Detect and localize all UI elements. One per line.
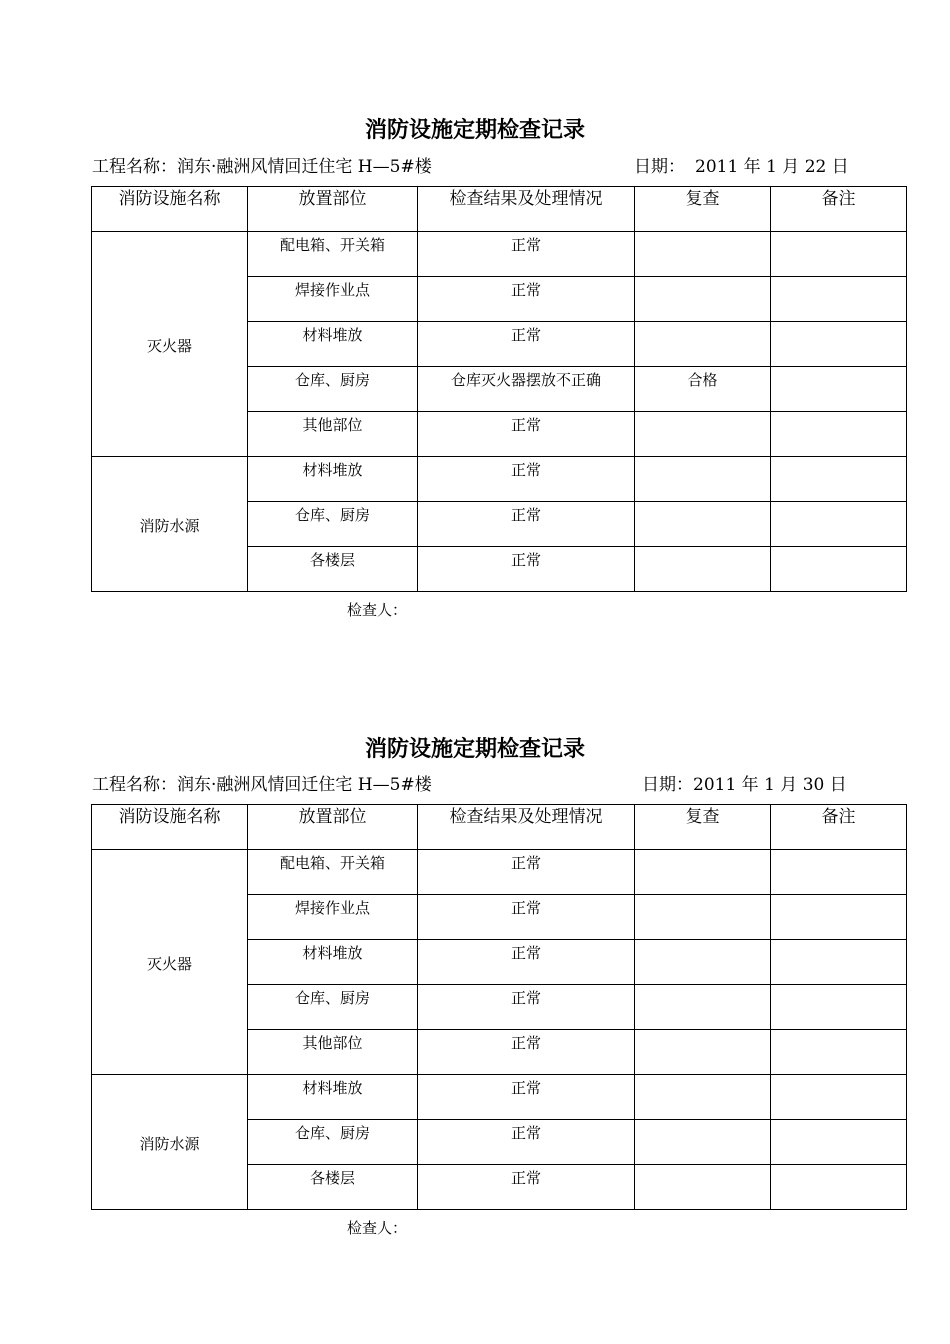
header-facility-name: 消防设施名称 xyxy=(92,187,248,232)
note-cell xyxy=(771,895,907,940)
note-cell xyxy=(771,322,907,367)
result-cell: 正常 xyxy=(418,412,635,457)
project-name: 工程名称：润东·融洲风情回迁住宅 H—5#楼 xyxy=(92,775,432,795)
header-recheck: 复查 xyxy=(635,187,771,232)
note-cell xyxy=(771,502,907,547)
inspector-label: 检查人： xyxy=(347,601,408,619)
result-cell: 正常 xyxy=(418,322,635,367)
header-result: 检查结果及处理情况 xyxy=(418,187,635,232)
location-cell: 材料堆放 xyxy=(248,457,418,502)
group-name-extinguisher: 灭火器 xyxy=(92,850,248,1075)
note-cell xyxy=(771,232,907,277)
location-cell: 配电箱、开关箱 xyxy=(248,850,418,895)
result-cell: 正常 xyxy=(418,277,635,322)
table-row xyxy=(92,850,907,895)
header-location: 放置部位 xyxy=(248,805,418,850)
recheck-cell xyxy=(635,277,771,322)
header-recheck: 复查 xyxy=(635,805,771,850)
result-cell: 正常 xyxy=(418,1075,635,1120)
table-header-row xyxy=(92,187,907,232)
note-cell xyxy=(771,985,907,1030)
location-cell: 配电箱、开关箱 xyxy=(248,232,418,277)
inspection-table xyxy=(91,804,907,1210)
note-cell xyxy=(771,1165,907,1210)
location-cell: 仓库、厨房 xyxy=(248,502,418,547)
recheck-cell xyxy=(635,895,771,940)
recheck-cell xyxy=(635,412,771,457)
location-cell: 焊接作业点 xyxy=(248,895,418,940)
date-value: 2011 年 1 月 30 日 xyxy=(693,775,847,795)
location-cell: 其他部位 xyxy=(248,1030,418,1075)
note-cell xyxy=(771,277,907,322)
note-cell xyxy=(771,457,907,502)
recheck-cell xyxy=(635,1030,771,1075)
recheck-cell xyxy=(635,232,771,277)
date-value: 2011 年 1 月 22 日 xyxy=(695,157,849,177)
project-name: 工程名称：润东·融洲风情回迁住宅 H—5#楼 xyxy=(92,157,432,177)
table-row xyxy=(92,1075,907,1120)
location-cell: 材料堆放 xyxy=(248,322,418,367)
location-cell: 各楼层 xyxy=(248,1165,418,1210)
header-note: 备注 xyxy=(771,805,907,850)
header-location: 放置部位 xyxy=(248,187,418,232)
recheck-cell xyxy=(635,1075,771,1120)
inspector-label: 检查人： xyxy=(347,1219,408,1237)
location-cell: 材料堆放 xyxy=(248,1075,418,1120)
result-cell: 正常 xyxy=(418,895,635,940)
result-cell: 正常 xyxy=(418,232,635,277)
form-title: 消防设施定期检查记录 xyxy=(364,736,585,762)
location-cell: 仓库、厨房 xyxy=(248,367,418,412)
recheck-cell xyxy=(635,850,771,895)
date-field xyxy=(634,152,849,177)
recheck-cell: 合格 xyxy=(635,367,771,412)
recheck-cell xyxy=(635,1120,771,1165)
recheck-cell xyxy=(635,985,771,1030)
inspection-table xyxy=(91,186,907,592)
note-cell xyxy=(771,547,907,592)
note-cell xyxy=(771,1030,907,1075)
location-cell: 仓库、厨房 xyxy=(248,1120,418,1165)
location-cell: 焊接作业点 xyxy=(248,277,418,322)
location-cell: 材料堆放 xyxy=(248,940,418,985)
recheck-cell xyxy=(635,940,771,985)
form-title: 消防设施定期检查记录 xyxy=(364,117,585,143)
result-cell: 正常 xyxy=(418,457,635,502)
header-facility-name: 消防设施名称 xyxy=(92,805,248,850)
group-name-water-source: 消防水源 xyxy=(92,457,248,592)
header-result: 检查结果及处理情况 xyxy=(418,805,635,850)
location-cell: 仓库、厨房 xyxy=(248,985,418,1030)
result-cell: 正常 xyxy=(418,1030,635,1075)
table-row xyxy=(92,232,907,277)
recheck-cell xyxy=(635,502,771,547)
result-cell: 正常 xyxy=(418,850,635,895)
result-cell: 正常 xyxy=(418,547,635,592)
result-cell: 正常 xyxy=(418,940,635,985)
recheck-cell xyxy=(635,457,771,502)
result-cell: 正常 xyxy=(418,1165,635,1210)
result-cell: 正常 xyxy=(418,502,635,547)
location-cell: 其他部位 xyxy=(248,412,418,457)
result-cell: 正常 xyxy=(418,1120,635,1165)
date-field xyxy=(642,770,847,795)
note-cell xyxy=(771,1120,907,1165)
result-cell: 仓库灭火器摆放不正确 xyxy=(418,367,635,412)
group-name-extinguisher: 灭火器 xyxy=(92,232,248,457)
date-label: 日期： xyxy=(634,157,685,177)
header-note: 备注 xyxy=(771,187,907,232)
result-cell: 正常 xyxy=(418,985,635,1030)
note-cell xyxy=(771,850,907,895)
group-name-water-source: 消防水源 xyxy=(92,1075,248,1210)
note-cell xyxy=(771,1075,907,1120)
note-cell xyxy=(771,940,907,985)
location-cell: 各楼层 xyxy=(248,547,418,592)
recheck-cell xyxy=(635,322,771,367)
recheck-cell xyxy=(635,547,771,592)
recheck-cell xyxy=(635,1165,771,1210)
note-cell xyxy=(771,412,907,457)
note-cell xyxy=(771,367,907,412)
table-row xyxy=(92,457,907,502)
table-header-row xyxy=(92,805,907,850)
date-label: 日期： xyxy=(642,775,693,795)
